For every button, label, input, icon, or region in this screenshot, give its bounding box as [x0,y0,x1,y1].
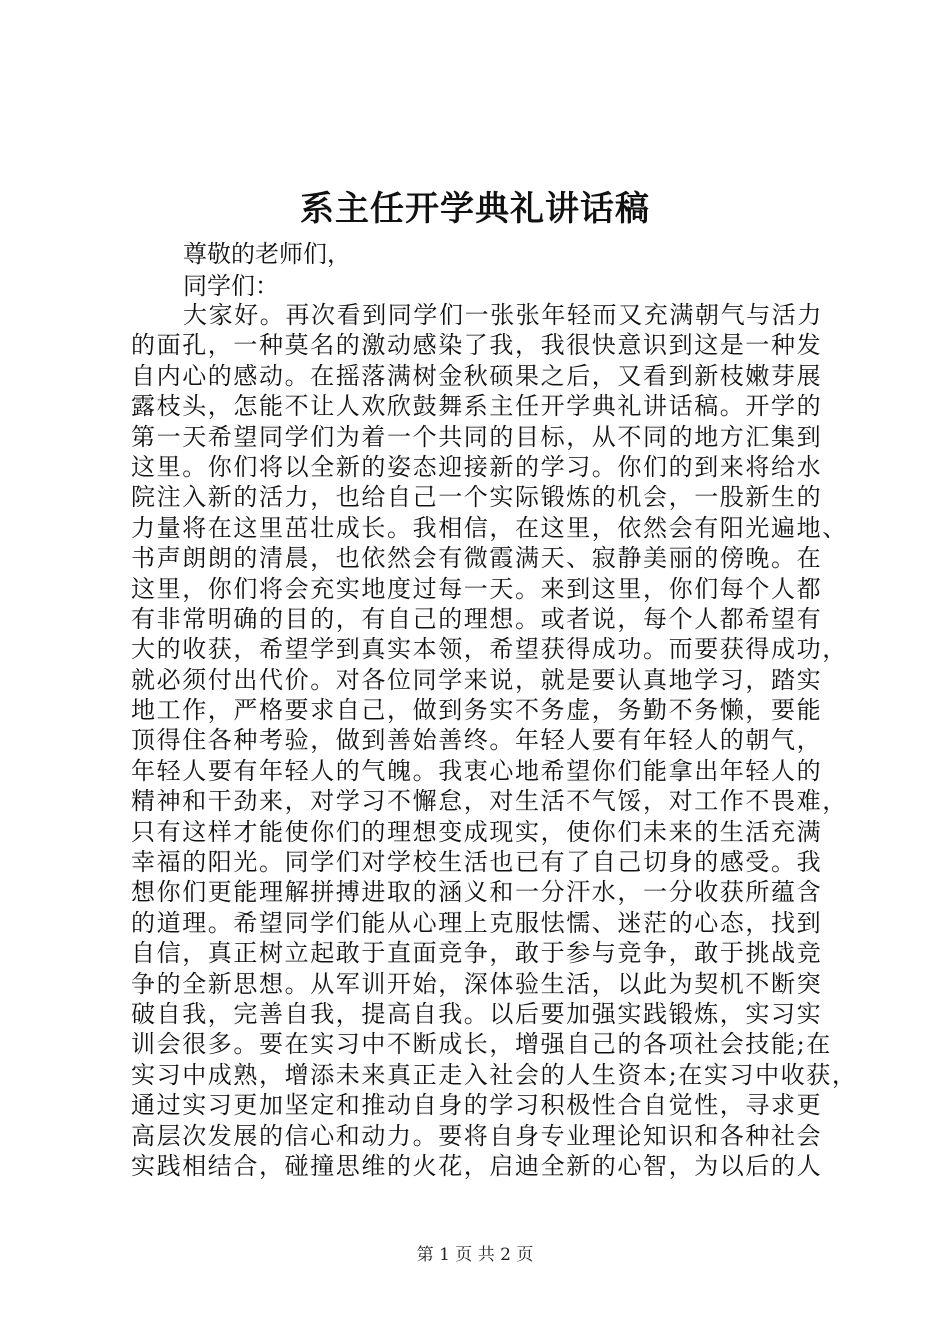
speech-line: 大的收获，希望学到真实本领，希望获得成功。而要获得成功， [131,635,848,664]
page-footer: 第 1 页 共 2 页 [416,1245,534,1265]
speech-line: 第一天希望同学们为着一个共同的目标，从不同的地方汇集到 [131,422,823,451]
speech-line: 地工作，严格要求自己，做到务实不务虚，务勤不务懒，要能 [131,696,823,725]
speech-line: 这里，你们将会充实地度过每一天。来到这里，你们每个人都 [131,574,823,603]
speech-line: 只有这样才能使你们的理想变成现实，使你们未来的生活充满 [131,817,823,846]
speech-line: 幸福的阳光。同学们对学校生活也已有了自己切身的感受。我 [131,848,823,877]
speech-line: 院注入新的活力，也给自己一个实际锻炼的机会，一股新生的 [131,483,823,512]
speech-line: 实习中成熟，增添未来真正走入社会的人生资本;在实习中收获， [131,1060,858,1089]
speech-line: 力量将在这里茁壮成长。我相信，在这里，依然会有阳光遍地、 [131,513,848,542]
speech-line: 破自我，完善自我，提高自我。以后要加强实践锻炼，实习实 [131,999,823,1028]
speech-line: 这里。你们将以全新的姿态迎接新的学习。你们的到来将给水 [131,452,823,481]
speech-line: 的道理。希望同学们能从心理上克服怯懦、迷茫的心态，找到 [131,908,823,937]
speech-line: 书声朗朗的清晨，也依然会有微霞满天、寂静美丽的傍晚。在 [131,544,823,573]
speech-line: 精神和干劲来，对学习不懈怠，对生活不气馁，对工作不畏难， [131,787,848,816]
speech-line: 的面孔，一种莫名的激动感染了我，我很快意识到这是一种发 [131,331,823,360]
salutation-teachers: 尊敬的老师们， [183,240,351,268]
document-title: 系主任开学典礼讲话稿 [300,189,650,229]
speech-line: 就必须付出代价。对各位同学来说，就是要认真地学习，踏实 [131,665,823,694]
speech-line: 顶得住各种考验，做到善始善终。年轻人要有年轻人的朝气， [131,726,823,755]
salutation-students: 同学们： [183,272,279,300]
speech-line: 高层次发展的信心和动力。要将自身专业理论知识和各种社会 [131,1121,823,1150]
speech-line: 想你们更能理解拼搏进取的涵义和一分汗水，一分收获所蕴含 [131,878,823,907]
speech-line: 有非常明确的目的，有自己的理想。或者说，每个人都希望有 [131,604,823,633]
speech-line: 训会很多。要在实习中不断成长，增强自己的各项社会技能;在 [131,1030,832,1059]
speech-line: 通过实习更加坚定和推动自身的学习积极性合自觉性，寻求更 [131,1091,823,1120]
speech-body [131,300,858,1181]
speech-line: 实践相结合，碰撞思维的火花，启迪全新的心智，为以后的人 [131,1151,823,1180]
speech-line: 自信，真正树立起敢于直面竞争，敢于参与竞争，敢于挑战竞 [131,939,823,968]
speech-line: 自内心的感动。在摇落满树金秋硕果之后，又看到新枝嫩芽展 [131,361,823,390]
speech-line: 争的全新思想。从军训开始，深体验生活，以此为契机不断突 [131,969,823,998]
speech-line: 年轻人要有年轻人的气魄。我衷心地希望你们能拿出年轻人的 [131,756,823,785]
speech-line: 露枝头，怎能不让人欢欣鼓舞系主任开学典礼讲话稿。开学的 [131,392,823,421]
speech-line: 大家好。再次看到同学们一张张年轻而又充满朝气与活力 [183,301,823,329]
